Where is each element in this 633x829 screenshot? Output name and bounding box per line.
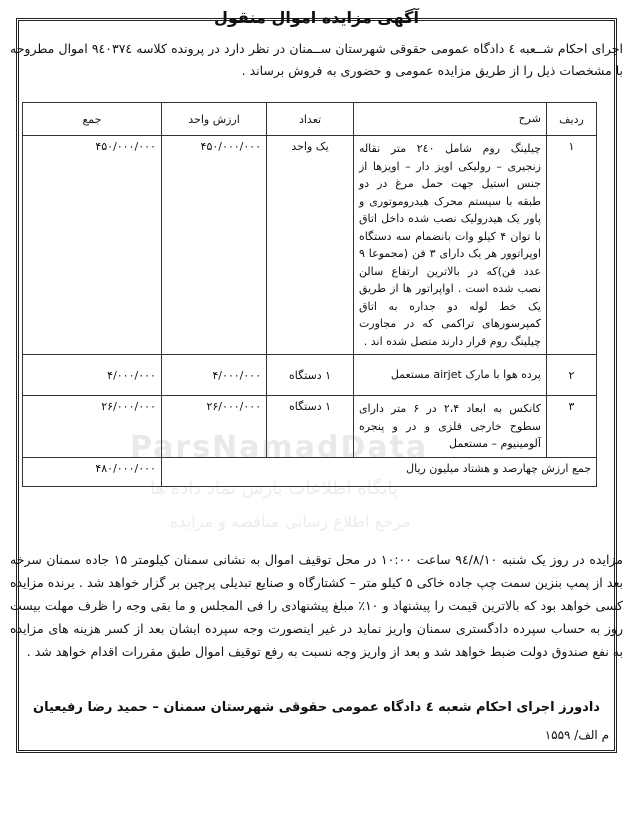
table-row [23, 396, 597, 458]
row-unit-value-text: ۴۵۰/۰۰۰/۰۰۰ [200, 140, 262, 153]
row-quantity: یک واحد [267, 136, 354, 355]
watermark-line: پایگاه اطلاعات پارس نماد داده ها [150, 478, 398, 499]
header-unit-value: ارزش واحد [161, 103, 266, 136]
notice-title: آگهی مزایده اموال منقول [214, 8, 419, 27]
row-unit-value-text: ۲۶/۰۰۰/۰۰۰ [206, 400, 262, 413]
row-number: ۱ [546, 136, 596, 355]
header-description: شرح [353, 103, 546, 136]
header-row-number: ردیف [546, 103, 596, 136]
row-total-text: ۴/۰۰۰/۰۰۰ [107, 368, 156, 382]
items-table [22, 102, 597, 487]
row-description: کانکس به ابعاد ۲،۴ در ۶ متر دارای سطوح خارجی فلزی و در و پنجره آلومینیوم – مستعمل [353, 396, 546, 458]
sum-label: جمع ارزش چهارصد و هشتاد میلیون ریال [161, 457, 596, 486]
row-number: ۲ [546, 355, 596, 396]
table-row [23, 355, 597, 396]
row-description: چیلینگ روم شامل ۲٤۰ متر نقاله زنجیری – رولیکی اویز دار – اویزها از جنس استیل جهت حمل مرغ در دو طبقه با سیستم محرک هیدروموتوری و پاور یک هیدرولیک نصب شده داخل اتاق با توان ۴ کیلو وات بانضمام سه دستگاه اوپراتوور هر یک دارای ۳ فن (مجموعا ۹ عدد فن)که در بالاترین ارتفاع سالن نصب شده است . اواپراتور ها از طریق یک خط لوله دو جداره به اتاق کمپرسورهای تراکمی که در مجاورت چیلینگ روم قرار دارند متصل شده اند . [353, 136, 546, 355]
table-row [23, 136, 597, 355]
header-quantity: تعداد [267, 103, 354, 136]
row-quantity: ۱ دستگاه [267, 355, 354, 396]
sum-value-text: ۴۸۰/۰۰۰/۰۰۰ [95, 461, 156, 475]
row-total [23, 355, 162, 396]
header-total: جمع [23, 103, 162, 136]
notice-intro: اجرای احکام شــعبه ٤ دادگاه عمومی حقوقی شهرستان ســمنان در نظر دارد در پرونده کلاسه ۹٤۰۳۷٤ اموال مطروحه با مشخصات ذیل را از طریق مزایده عمومی و حضوری به فروش برساند . [10, 41, 624, 78]
row-total-text: ۲۶/۰۰۰/۰۰۰ [101, 400, 156, 413]
row-total [23, 396, 162, 458]
row-description: پرده هوا با مارک airjet مستعمل [353, 355, 546, 396]
auction-details: مزایده در روز یک شنبه ۹٤/۸/۱۰ ساعت ۱۰:۰۰ در محل توقیف اموال به نشانی سمنان کیلومتر ۱۵ جاده سمنان سرخه بعد از پمپ بنزین سمت چپ جاده خاکی ۵ کیلو متر – کشتارگاه و صنایع تبدیلی پرچین بر گزار خواهد شد . برنده مزایده کسی خواهد بود که بالاترین قیمت را پیشنهاد و ۱۰٪ مبلغ پیشنهادی را فی المجلس و ما بقی وجه را ظرف مهلت بیست روز به حساب سپرده دادگستری سمنان واریز نماید در غیر اینصورت وجه سپرده ایشان بعد از کسر هزینه های مزایده به نفع صندوق دولت ضبط خواهد شد و بعد از واریز وجه نسبت به رفع توقیف اموال طبق مقررات اقدام خواهد شد . [10, 552, 624, 659]
row-total-text: ۴۵۰/۰۰۰/۰۰۰ [95, 140, 156, 153]
signature-line: دادورز اجرای احکام شعبه ٤ دادگاه عمومی حقوقی شهرستان سمنان – حمید رضا رفیعیان [33, 700, 600, 715]
row-number: ۳ [546, 396, 596, 458]
row-total [23, 136, 162, 355]
table-header-row [23, 103, 597, 136]
reference-number: م الف/ ۱۵۵۹ [544, 728, 609, 742]
sum-row [23, 457, 597, 486]
watermark-logo-text: ParsNamadData [130, 430, 429, 465]
sum-value [23, 457, 162, 486]
row-unit-value [161, 136, 266, 355]
watermark-line: مرجع اطلاع رسانی مناقصه و مزایده [170, 512, 411, 531]
row-unit-value [161, 355, 266, 396]
row-quantity: ۱ دستگاه [267, 396, 354, 458]
row-unit-value-text: ۴/۰۰۰/۰۰۰ [212, 368, 262, 382]
row-unit-value [161, 396, 266, 458]
